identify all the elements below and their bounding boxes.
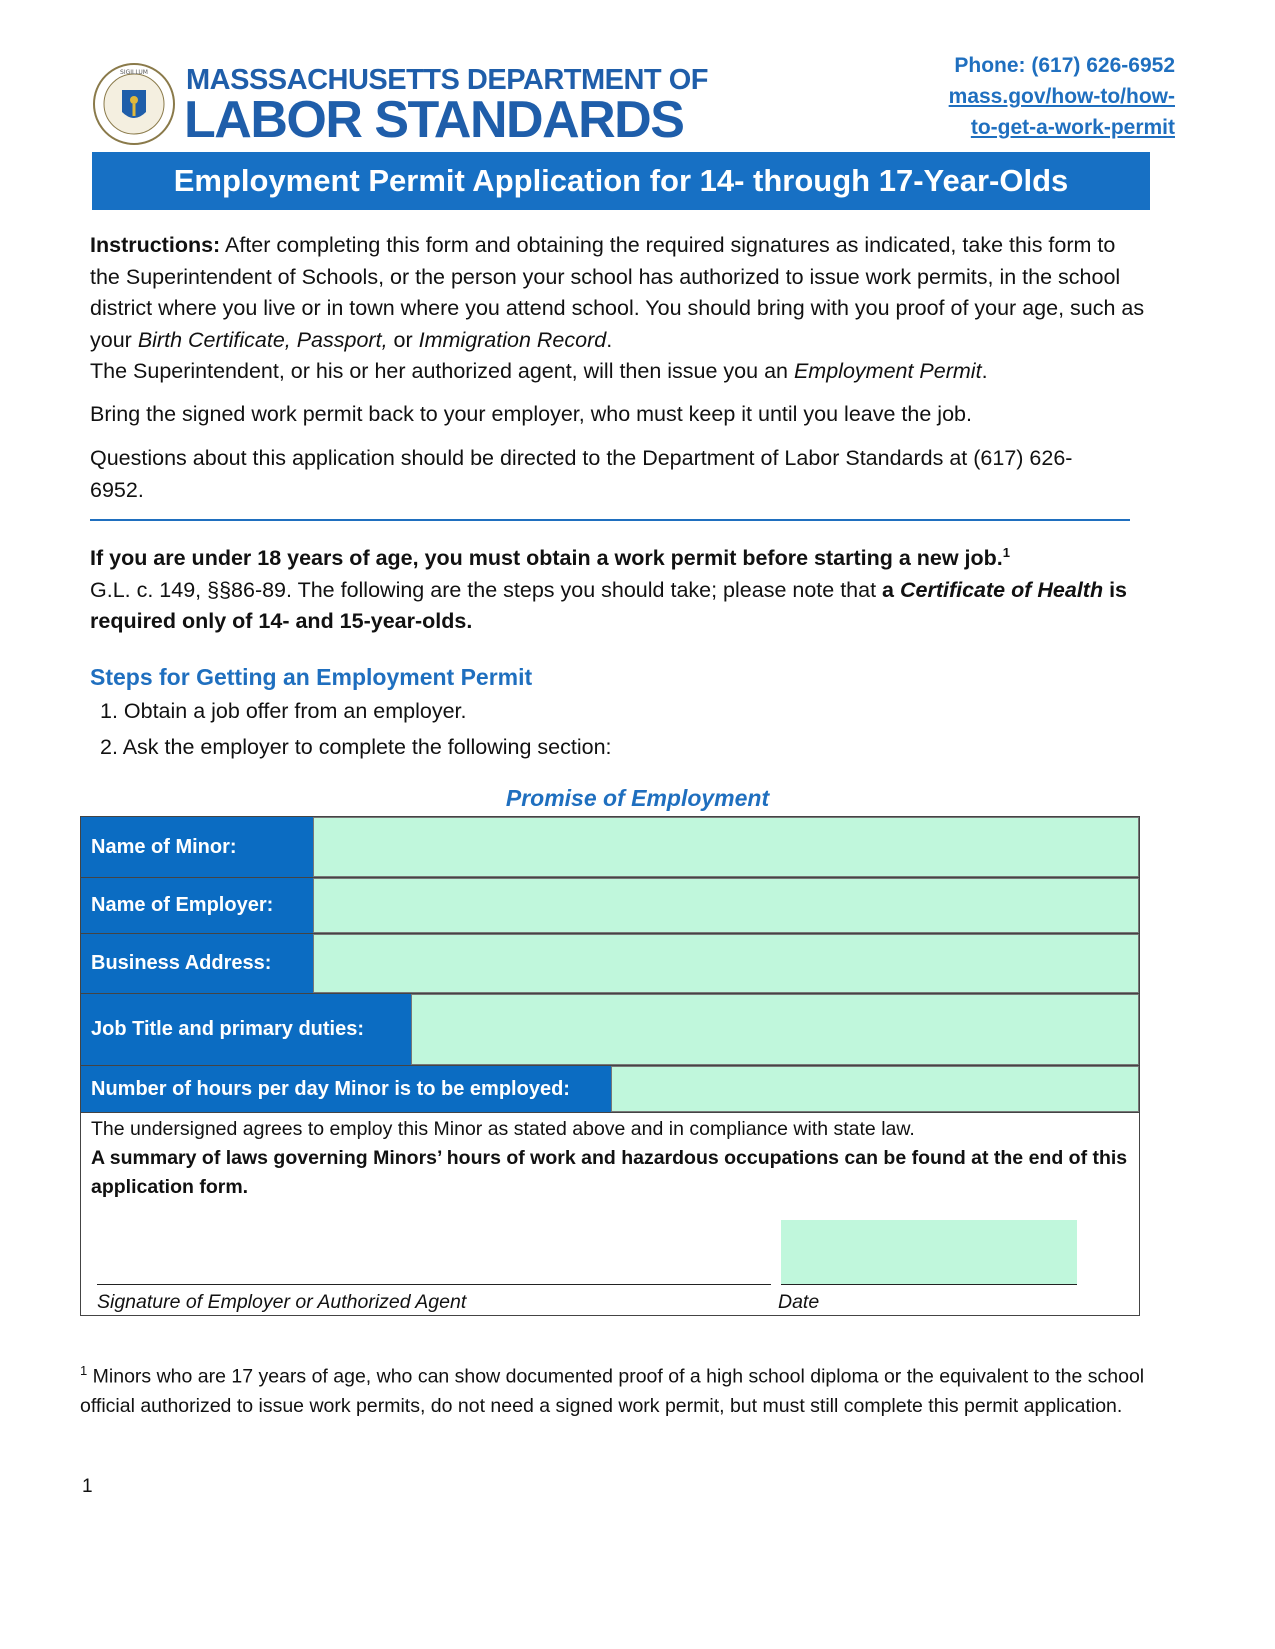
instructions-label: Instructions: <box>90 233 221 257</box>
footnote-marker: 1 <box>80 1363 88 1378</box>
massachusetts-seal-icon <box>92 62 176 146</box>
employer-agreement <box>91 1115 1131 1202</box>
employer-name-field[interactable] <box>313 878 1139 933</box>
instructions-text-c: . <box>606 327 613 352</box>
instructions-questions-paragraph: Questions about this application should be directed to the Department of Labor Standards at (617) 626-6952. <box>90 446 1073 502</box>
section-divider <box>90 519 1130 521</box>
footnote <box>80 1356 1160 1421</box>
business-address-field[interactable] <box>313 934 1139 993</box>
minor-name-label: Name of Minor: <box>81 817 313 877</box>
steps-heading: Steps for Getting an Employment Permit <box>90 664 533 690</box>
job-title-label: Job Title and primary duties: <box>81 994 411 1065</box>
work-permit-link-continued[interactable] <box>949 112 1175 143</box>
link-line1: mass.gov/how-to/how- <box>948 85 1175 108</box>
footnote-text: Minors who are 17 years of age, who can show documented proof of a high school diploma or the equivalent to the school official authorized to issue work permits, do not need a signed work permit, but must still complete this permit application. <box>80 1365 1145 1417</box>
employer-name-label: Name of Employer: <box>81 878 313 933</box>
notice-text: G.L. c. 149, §§86-89. The following are the steps you should take; please note that <box>90 577 883 602</box>
work-permit-link[interactable] <box>949 81 1175 112</box>
instructions-line2-a: The Superintendent, or his or her authorized agent, will then issue you an <box>90 359 794 383</box>
date-label: Date <box>778 1291 820 1313</box>
hours-per-day-field[interactable] <box>611 1066 1139 1112</box>
instructions-line2-b: . <box>981 359 988 383</box>
instructions-text-a: After completing this form and obtaining the required signatures as indicated, take this form to the Superintendent of Schools, or the person your school has authorized to issue work permits, in the school district where you live or in town where you attend school. You should bring with you proof of your age, such as your <box>90 233 1145 352</box>
minor-name-field[interactable] <box>313 817 1139 877</box>
phone-number: Phone: (617) 626-6952 <box>954 54 1175 77</box>
step-item: 2. Ask the employer to complete the following section: <box>100 735 612 759</box>
promise-of-employment-form <box>80 816 1140 1316</box>
contact-block <box>949 50 1175 143</box>
step-item: 1. Obtain a job offer from an employer. <box>100 699 467 723</box>
notice-bold-a: a <box>882 577 900 602</box>
work-permit-notice <box>90 537 1130 638</box>
department-name-line1: MASSSACHUSETTS DEPARTMENT OF <box>186 64 708 96</box>
instructions-italic-immigration: Immigration Record <box>418 327 607 352</box>
page-title-banner: Employment Permit Application for 14- through 17-Year-Olds <box>92 152 1150 210</box>
hours-per-day-label: Number of hours per day Minor is to be employed: <box>81 1066 611 1112</box>
instructions-text-b: or <box>387 327 419 352</box>
notice-bold-b: is required only of 14- and 15-year-olds. <box>90 577 1127 634</box>
svg-text:SIGILLUM: SIGILLUM <box>120 69 148 76</box>
instructions-italic-docs: Birth Certificate, Passport, <box>137 327 388 352</box>
date-field[interactable] <box>781 1220 1077 1284</box>
employer-signature-line[interactable] <box>97 1284 771 1285</box>
notice-footnote-ref: 1 <box>1002 545 1010 560</box>
job-title-field[interactable] <box>411 994 1139 1065</box>
notice-certificate: Certificate of Health <box>899 577 1104 602</box>
agreement-bold-text: A summary of laws governing Minors’ hours of work and hazardous occupations can be found at the end of this application form. <box>91 1147 1128 1198</box>
promise-of-employment-heading: Promise of Employment <box>505 785 770 811</box>
instructions-line2-italic: Employment Permit <box>793 359 982 383</box>
business-address-label: Business Address: <box>81 934 313 993</box>
date-line <box>781 1284 1077 1285</box>
instructions-paragraph <box>90 230 1150 388</box>
row-divider <box>81 1112 1139 1113</box>
page-number: 1 <box>82 1476 93 1497</box>
signature-label: Signature of Employer or Authorized Agent <box>97 1291 467 1313</box>
department-name-line2: LABOR STANDARDS <box>184 91 684 149</box>
agreement-text: The undersigned agrees to employ this Minor as stated above and in compliance with state law. <box>91 1118 915 1140</box>
instructions-return-paragraph: Bring the signed work permit back to your employer, who must keep it until you leave the job. <box>90 402 972 426</box>
link-line2: to-get-a-work-permit <box>970 116 1175 139</box>
notice-bold: If you are under 18 years of age, you must obtain a work permit before starting a new job. <box>90 546 1003 571</box>
